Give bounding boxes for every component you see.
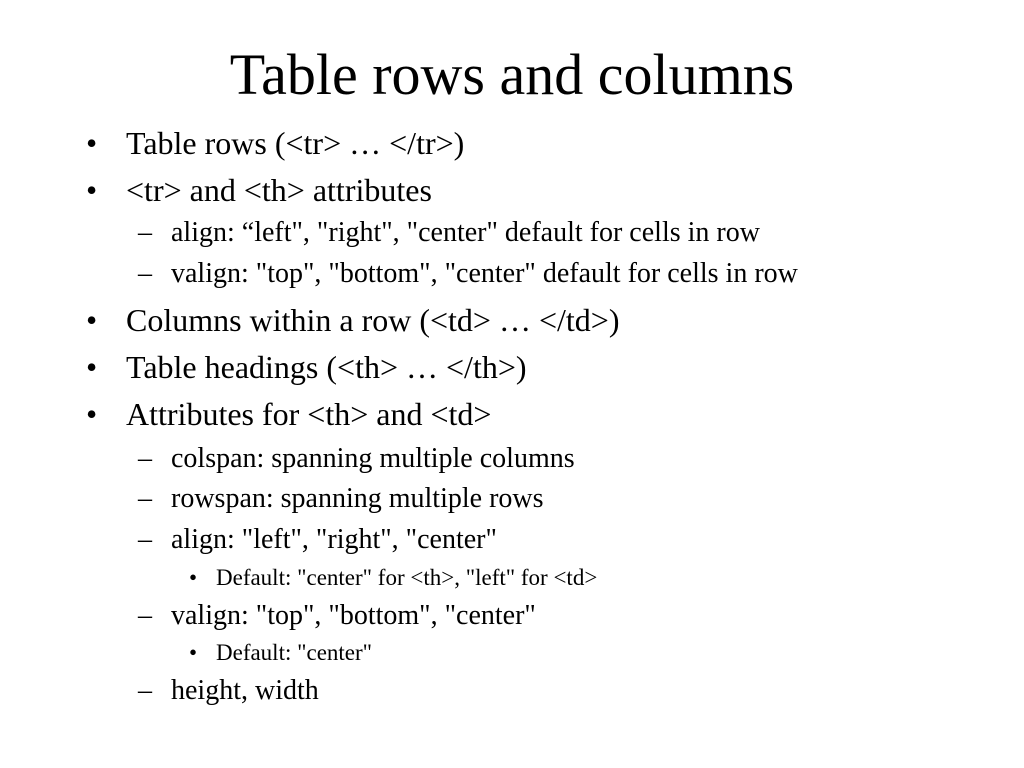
bullet-text: Columns within a row (<td> … </td>) bbox=[126, 302, 620, 338]
dash-marker: – bbox=[138, 443, 152, 474]
sub-bullet-text: align: “left", "right", "center" default for cells in row bbox=[171, 217, 760, 248]
bullet-text: Table headings (<th> … </th>) bbox=[126, 349, 527, 385]
sub-bullet-text: valign: "top", "bottom", "center" bbox=[171, 600, 536, 631]
bullet-marker: • bbox=[86, 349, 98, 385]
dash-marker: – bbox=[138, 217, 152, 248]
bullet-marker: • bbox=[189, 640, 198, 665]
sub-bullet-text: rowspan: spanning multiple rows bbox=[171, 483, 544, 514]
bullet-marker: • bbox=[189, 565, 198, 590]
bullet-text: Attributes for <th> and <td> bbox=[126, 396, 492, 432]
bullet-marker: • bbox=[86, 396, 98, 432]
dash-marker: – bbox=[138, 675, 152, 706]
bullet-marker: • bbox=[86, 302, 98, 338]
dash-marker: – bbox=[138, 258, 152, 289]
sub-bullet-text: align: "left", "right", "center" bbox=[171, 524, 497, 555]
bullet-marker: • bbox=[86, 172, 98, 208]
sub-bullet-text: valign: "top", "bottom", "center" default for cells in row bbox=[171, 258, 798, 289]
sub-bullet-text: colspan: spanning multiple columns bbox=[171, 443, 575, 474]
dash-marker: – bbox=[138, 600, 152, 631]
dash-marker: – bbox=[138, 483, 152, 514]
dash-marker: – bbox=[138, 524, 152, 555]
bullet-text: Table rows (<tr> … </tr>) bbox=[126, 125, 465, 161]
slide-title: Table rows and columns bbox=[229, 42, 795, 107]
sub-sub-bullet-text: Default: "center" bbox=[216, 640, 373, 665]
sub-sub-bullet-text: Default: "center" for <th>, "left" for <td> bbox=[216, 565, 598, 590]
sub-bullet-text: height, width bbox=[171, 675, 319, 706]
bullet-marker: • bbox=[86, 125, 98, 161]
bullet-text: <tr> and <th> attributes bbox=[126, 172, 432, 208]
